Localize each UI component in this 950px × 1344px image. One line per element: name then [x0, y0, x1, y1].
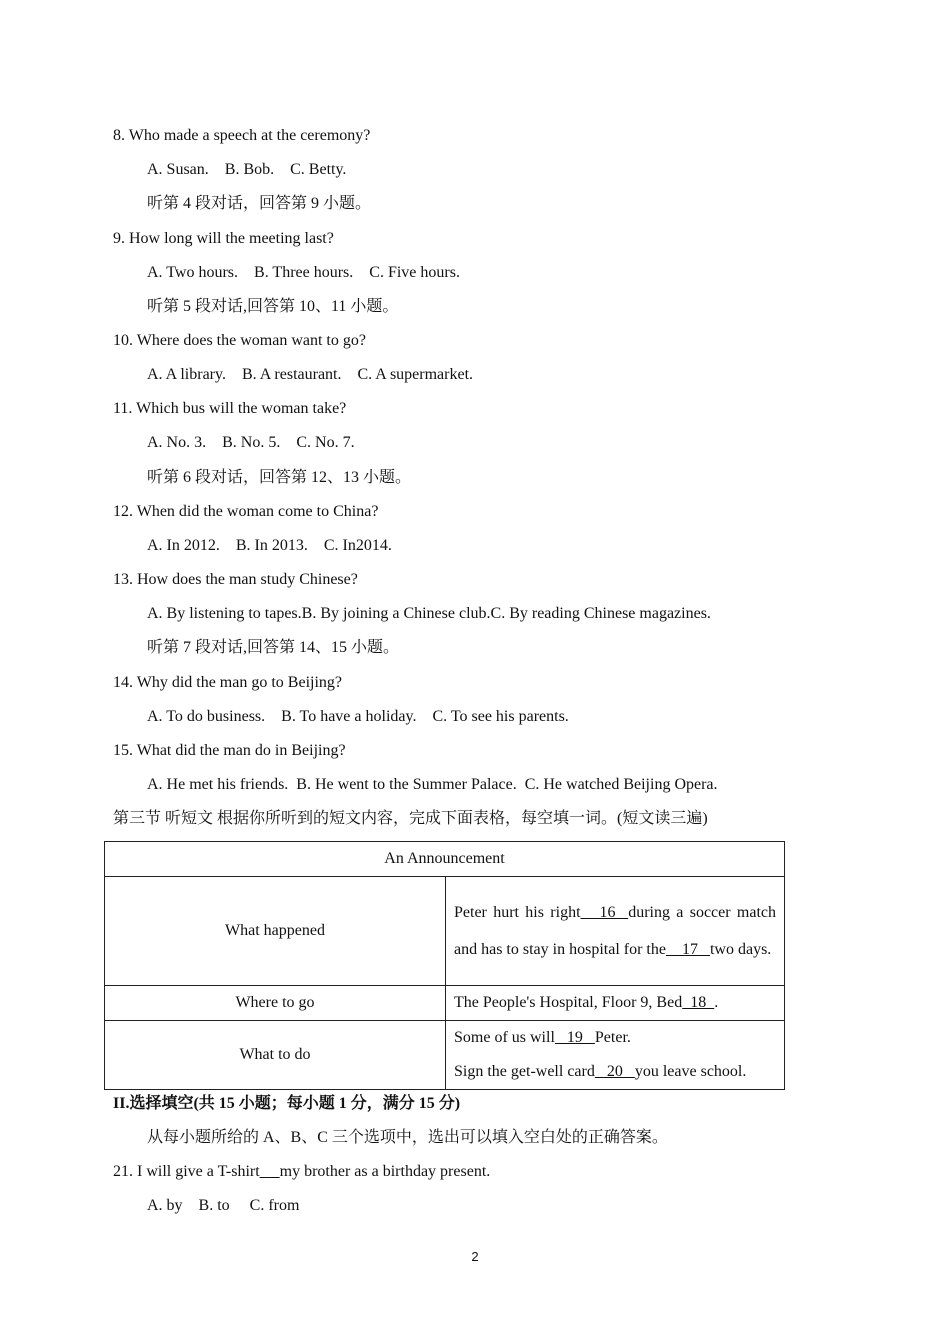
table-title: An Announcement	[105, 842, 785, 877]
instruction-dialog-7: 听第 7 段对话,回答第 14、15 小题。	[147, 639, 400, 656]
instruction-dialog-6: 听第 6 段对话，回答第 12、13 小题。	[147, 469, 412, 486]
question-8: 8. Who made a speech at the ceremony?	[113, 127, 371, 144]
question-14-options: A. To do business. B. To have a holiday. C. To see his parents.	[147, 708, 569, 725]
blank-19: 19	[554, 1029, 595, 1046]
do-line2-end: you leave school.	[634, 1063, 747, 1080]
part-2-heading: II.选择填空(共 15 小题；每小题 1 分，满分 15 分)	[113, 1095, 461, 1112]
blank-16: 16	[580, 903, 629, 921]
question-21	[113, 1162, 490, 1182]
blank-17: 17	[665, 941, 710, 958]
label-what-to-do: What to do	[105, 1021, 446, 1090]
question-10: 10. Where does the woman want to go?	[113, 332, 366, 349]
cell-where-to-go	[446, 986, 785, 1021]
blank-20: 20	[594, 1063, 635, 1080]
question-8-options: A. Susan. B. Bob. C. Betty.	[147, 161, 347, 178]
happened-text-end: two days.	[709, 941, 772, 958]
where-text-start: The People's Hospital, Floor 9, Bed	[454, 994, 683, 1011]
question-12: 12. When did the woman come to China?	[113, 503, 379, 520]
question-9-options: A. Two hours. B. Three hours. C. Five hours.	[147, 264, 460, 281]
table-row-where-to-go	[105, 986, 785, 1021]
question-13: 13. How does the man study Chinese?	[113, 571, 358, 588]
blank-21	[260, 1163, 280, 1180]
happened-text-start: Peter hurt his right	[454, 903, 581, 921]
section-3-heading: 第三节 听短文 根据你所听到的短文内容，完成下面表格，每空填一词。(短文读三遍)	[113, 810, 708, 827]
blank-18: 18	[682, 994, 715, 1011]
page-number: 2	[471, 1249, 479, 1264]
question-14: 14. Why did the man go to Beijing?	[113, 674, 343, 691]
instruction-dialog-5: 听第 5 段对话,回答第 10、11 小题。	[147, 298, 399, 315]
question-13-options: A. By listening to tapes.B. By joining a Chinese club.C. By reading Chinese magazines.	[147, 605, 711, 622]
label-what-happened: What happened	[105, 877, 446, 986]
where-text-end: .	[714, 994, 719, 1011]
label-where-to-go: Where to go	[105, 986, 446, 1021]
question-15: 15. What did the man do in Beijing?	[113, 742, 346, 759]
question-21-start: 21. I will give a T-shirt	[113, 1163, 260, 1180]
cell-what-to-do	[446, 1021, 785, 1090]
question-11-options: A. No. 3. B. No. 5. C. No. 7.	[147, 434, 355, 451]
part-2-instruction: 从每小题所给的 A、B、C 三个选项中，选出可以填入空白处的正确答案。	[147, 1129, 668, 1146]
question-9: 9. How long will the meeting last?	[113, 230, 334, 247]
instruction-dialog-4: 听第 4 段对话，回答第 9 小题。	[147, 195, 372, 212]
announcement-table	[104, 841, 785, 1090]
do-line1-start: Some of us will	[454, 1029, 555, 1046]
table-row-what-to-do	[105, 1021, 785, 1090]
do-line1-end: Peter.	[594, 1029, 631, 1046]
happened-text-middle: during a soccer match and has to stay in hospital for the	[454, 903, 777, 958]
table-row-what-happened	[105, 877, 785, 986]
question-15-options: A. He met his friends. B. He went to the Summer Palace. C. He watched Beijing Opera.	[147, 776, 718, 793]
question-21-options: A. by B. to C. from	[147, 1197, 300, 1214]
do-line2-start: Sign the get-well card	[454, 1063, 595, 1080]
cell-what-happened	[446, 877, 785, 986]
question-10-options: A. A library. B. A restaurant. C. A supermarket.	[147, 366, 474, 383]
question-12-options: A. In 2012. B. In 2013. C. In2014.	[147, 537, 392, 554]
question-11: 11. Which bus will the woman take?	[113, 400, 347, 417]
question-21-end: my brother as a birthday present.	[279, 1163, 491, 1180]
